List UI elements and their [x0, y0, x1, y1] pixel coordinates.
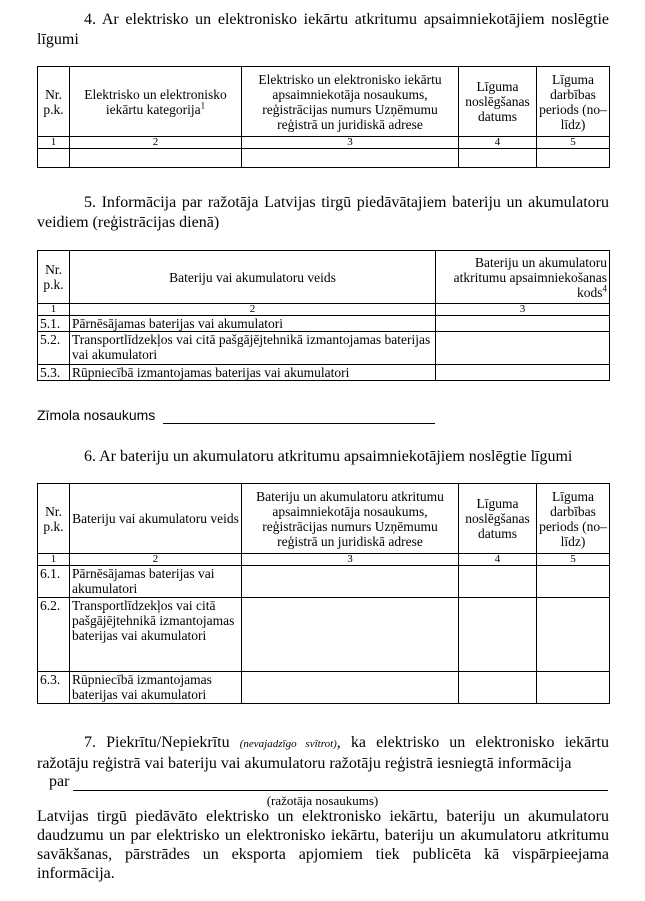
row-nr: 5.3.	[38, 365, 70, 381]
cell-period[interactable]	[537, 566, 610, 598]
contracts-eee-table	[37, 66, 610, 168]
cell-code[interactable]	[436, 332, 610, 365]
header-waste-code: Bateriju un akumulatoru atkritumu apsaimniekošanas kods$^4$	[436, 251, 610, 304]
row-nr: 6.1.	[38, 566, 70, 598]
row-type: Pārnēsājamas baterijas vai akumulatori	[70, 566, 242, 598]
battery-types-table	[37, 250, 610, 381]
cell-period[interactable]	[537, 672, 610, 704]
cell-code[interactable]	[436, 365, 610, 381]
cell-manager[interactable]	[242, 566, 459, 598]
header-nr: Nr. p.k.	[38, 484, 70, 554]
cell-manager[interactable]	[242, 598, 459, 672]
row-type: Rūpniecībā izmantojamas baterijas vai akumulatori	[70, 672, 242, 704]
strike-note: (nevajadzīgo svītrot)	[239, 738, 337, 750]
table-row[interactable]	[38, 149, 610, 168]
row-nr: 5.2.	[38, 332, 70, 365]
header-category: Elektrisko un elektronisko iekārtu kategorija$^1$	[70, 67, 242, 137]
row-type: Transportlīdzekļos vai citā pašgājējtehnikā izmantojamas baterijas vai akumulatori	[70, 332, 436, 365]
cell-code[interactable]	[436, 316, 610, 332]
section-7-text: 7. Piekrītu/Nepiekrītu (nevajadzīgo svītrot), ka elektrisko un elektronisko iekārtu ražotāju reģistrā vai bateriju vai akumulatoru ražotāju reģistrā iesniegtā informācija	[37, 734, 610, 772]
column-numbers-row: 1 2 3	[38, 304, 610, 316]
brand-name-label: Zīmola nosaukums	[37, 407, 156, 423]
cell-date[interactable]	[459, 598, 537, 672]
table-row	[38, 365, 610, 381]
header-manager: Elektrisko un elektronisko iekārtu apsaimniekotāja nosaukums, reģistrācijas numurs Uzņēmumu reģistrā un juridiskā adrese	[242, 67, 459, 137]
row-nr: 5.1.	[38, 316, 70, 332]
table-row	[38, 566, 610, 598]
cell-date[interactable]	[459, 149, 537, 168]
header-nr: Nr. p.k.	[38, 67, 70, 137]
header-manager: Bateriju un akumulatoru atkritumu apsaimniekotāja nosaukums, reģistrācijas numurs Uzņēmumu reģistrā un juridiskā adrese	[242, 484, 459, 554]
header-date: Līguma noslēgšanas datums	[459, 67, 537, 137]
par-label: par	[49, 773, 70, 790]
section-4-title: 4. Ar elektrisko un elektronisko iekārtu atkritumu apsaimniekotājiem noslēgtie līgumi	[37, 11, 609, 48]
cell-date[interactable]	[459, 566, 537, 598]
producer-name-caption: (ražotāja nosaukums)	[266, 793, 379, 808]
table-row	[38, 672, 610, 704]
cell-category[interactable]	[70, 149, 242, 168]
row-type: Pārnēsājamas baterijas vai akumulatori	[70, 316, 436, 332]
header-battery-type: Bateriju vai akumulatoru veids	[70, 251, 436, 304]
header-battery-type: Bateriju vai akumulatoru veids	[70, 484, 242, 554]
row-nr: 6.2.	[38, 598, 70, 672]
header-period: Līguma darbības periods (no–līdz)	[537, 484, 610, 554]
column-numbers-row: 1 2 3 4 5	[38, 554, 610, 566]
row-nr: 6.3.	[38, 672, 70, 704]
cell-manager[interactable]	[242, 149, 459, 168]
header-date: Līguma noslēgšanas datums	[459, 484, 537, 554]
cell-manager[interactable]	[242, 672, 459, 704]
cell-date[interactable]	[459, 672, 537, 704]
publication-paragraph: Latvijas tirgū piedāvāto elektrisko un elektronisko iekārtu, bateriju un akumulatoru daudzumu un par elektrisko un elektronisko iekārtu, bateriju un akumulatoru atkritumu savākšanas, pārstrādes un eksporta apjomiem tiek publicēta kā vispārpieejama informācija.	[37, 808, 609, 882]
section-5-title: 5. Informācija par ražotāja Latvijas tirgū piedāvātajiem bateriju un akumulatoru veidiem (reģistrācijas dienā)	[37, 194, 609, 231]
cell-nr[interactable]	[38, 149, 70, 168]
brand-name-line[interactable]	[163, 423, 435, 424]
contracts-battery-table	[37, 483, 610, 704]
header-period: Līguma darbības periods (no–līdz)	[537, 67, 610, 137]
cell-period[interactable]	[537, 598, 610, 672]
producer-name-line[interactable]	[73, 790, 608, 791]
table-row	[38, 332, 610, 365]
cell-period[interactable]	[537, 149, 610, 168]
row-type: Transportlīdzekļos vai citā pašgājējtehnikā izmantojamas baterijas vai akumulatori	[70, 598, 242, 672]
column-numbers-row: 1 2 3 4 5	[38, 137, 610, 149]
table-row	[38, 598, 610, 672]
header-nr: Nr. p.k.	[38, 251, 70, 304]
table-row	[38, 316, 610, 332]
row-type: Rūpniecībā izmantojamas baterijas vai akumulatori	[70, 365, 436, 381]
section-6-title: 6. Ar bateriju un akumulatoru atkritumu apsaimniekotājiem noslēgtie līgumi	[84, 448, 573, 465]
